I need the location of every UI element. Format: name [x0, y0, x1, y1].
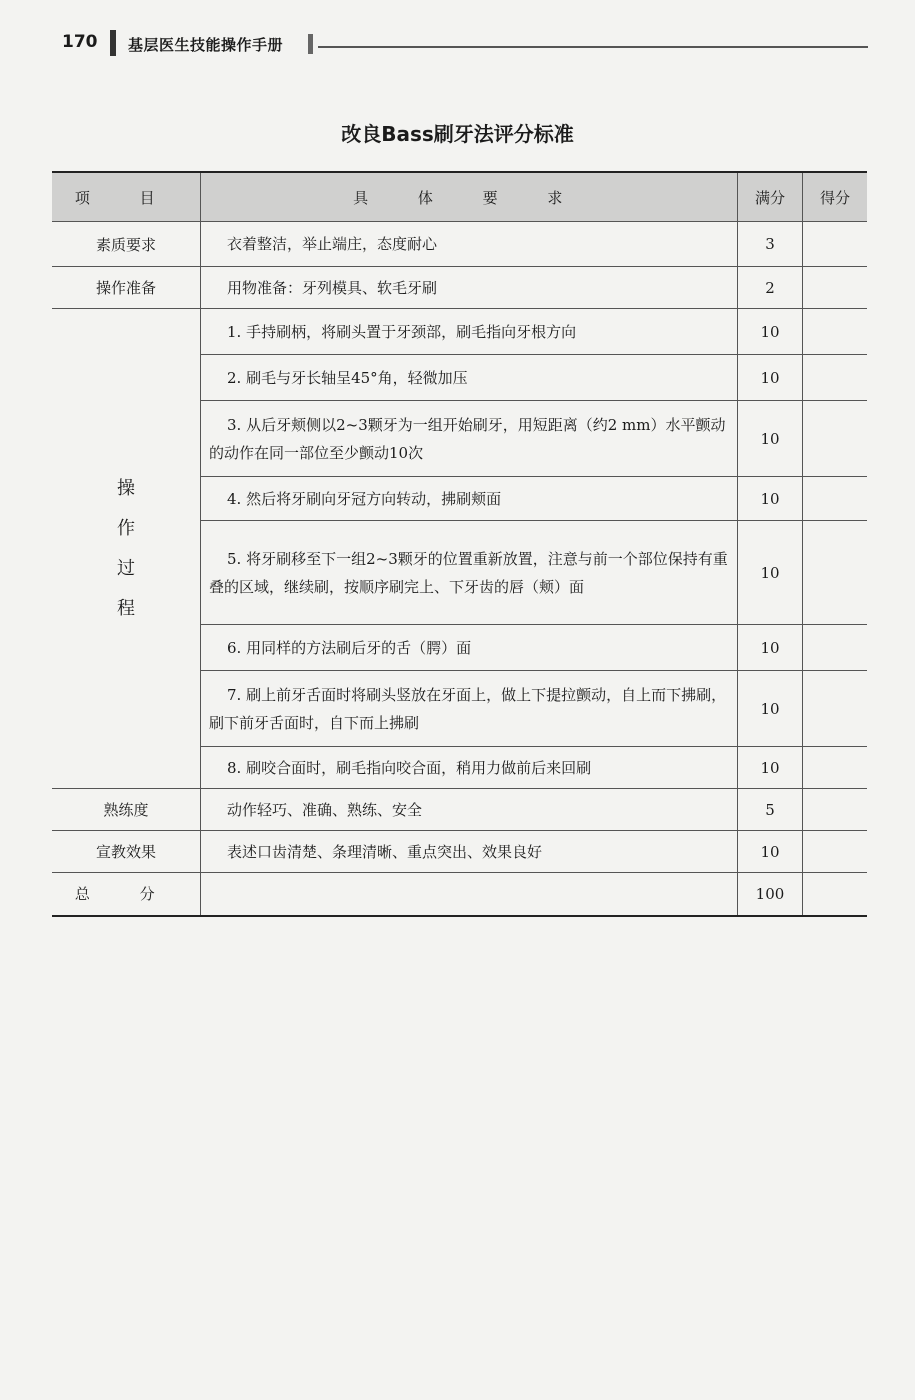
table-header-row — [52, 172, 867, 222]
page-number: 170 — [62, 32, 98, 52]
process-label: 操 作 过 程 — [117, 477, 135, 619]
item-cell: 操作准备 — [52, 267, 201, 309]
item-cell: 素质要求 — [52, 222, 201, 267]
score-cell[interactable] — [803, 355, 868, 401]
score-cell[interactable] — [803, 747, 868, 789]
requirement-cell: 动作轻巧、准确、熟练、安全 — [201, 789, 738, 831]
item-cell: 宣教效果 — [52, 831, 201, 873]
score-cell[interactable] — [803, 477, 868, 521]
requirement-cell: 4. 然后将牙刷向牙冠方向转动，拂刷颊面 — [201, 477, 738, 521]
total-label-cell: 总 分 — [52, 873, 201, 916]
score-cell[interactable] — [803, 625, 868, 671]
col-header-full-score: 满分 — [738, 172, 803, 222]
full-score-cell: 10 — [738, 401, 803, 477]
requirement-cell — [201, 873, 738, 916]
table-row — [52, 267, 867, 309]
full-score-cell: 5 — [738, 789, 803, 831]
requirement-cell: 2. 刷毛与牙长轴呈45°角，轻微加压 — [201, 355, 738, 401]
full-score-cell: 10 — [738, 747, 803, 789]
table-row-total — [52, 873, 867, 916]
requirement-cell: 衣着整洁，举止端庄，态度耐心 — [201, 222, 738, 267]
table-row — [52, 831, 867, 873]
full-score-cell: 10 — [738, 355, 803, 401]
full-score-cell: 10 — [738, 477, 803, 521]
full-score-cell: 10 — [738, 625, 803, 671]
requirement-cell: 6. 用同样的方法刷后牙的舌（腭）面 — [201, 625, 738, 671]
score-cell[interactable] — [803, 222, 868, 267]
full-score-cell: 10 — [738, 309, 803, 355]
table-title: 改良Bass刷牙法评分标准 — [341, 122, 574, 146]
total-full-score-cell: 100 — [738, 873, 803, 916]
requirement-cell: 5. 将牙刷移至下一组2~3颗牙的位置重新放置，注意与前一个部位保持有重叠的区域，继续刷，按顺序刷完上、下牙齿的唇（颊）面 — [201, 521, 738, 625]
score-cell[interactable] — [803, 267, 868, 309]
full-score-cell: 3 — [738, 222, 803, 267]
table-row — [52, 789, 867, 831]
header-rule — [318, 46, 868, 48]
total-score-cell[interactable] — [803, 873, 868, 916]
requirement-cell: 8. 刷咬合面时，刷毛指向咬合面，稍用力做前后来回刷 — [201, 747, 738, 789]
header-divider-2 — [308, 34, 313, 54]
full-score-cell: 10 — [738, 521, 803, 625]
item-cell: 熟练度 — [52, 789, 201, 831]
col-header-score: 得分 — [803, 172, 868, 222]
table-row — [52, 309, 867, 355]
scoring-table — [52, 171, 867, 917]
requirement-cell: 7. 刷上前牙舌面时将刷头竖放在牙面上，做上下提拉颤动，自上而下拂刷，刷下前牙舌面时，自下而上拂刷 — [201, 671, 738, 747]
col-header-item: 项 目 — [52, 172, 201, 222]
score-cell[interactable] — [803, 789, 868, 831]
book-title: 基层医生技能操作手册 — [128, 36, 284, 54]
requirement-cell: 3. 从后牙颊侧以2~3颗牙为一组开始刷牙，用短距离（约2 mm）水平颤动的动作在同一部位至少颤动10次 — [201, 401, 738, 477]
full-score-cell: 2 — [738, 267, 803, 309]
requirement-cell: 表述口齿清楚、条理清晰、重点突出、效果良好 — [201, 831, 738, 873]
col-header-requirement: 具 体 要 求 — [201, 172, 738, 222]
score-cell[interactable] — [803, 521, 868, 625]
score-cell[interactable] — [803, 671, 868, 747]
page-header — [0, 28, 915, 68]
item-cell-process — [52, 309, 201, 789]
score-cell[interactable] — [803, 401, 868, 477]
score-cell[interactable] — [803, 831, 868, 873]
requirement-cell: 用物准备：牙列模具、软毛牙刷 — [201, 267, 738, 309]
table-row — [52, 222, 867, 267]
requirement-cell: 1. 手持刷柄，将刷头置于牙颈部，刷毛指向牙根方向 — [201, 309, 738, 355]
score-cell[interactable] — [803, 309, 868, 355]
full-score-cell: 10 — [738, 671, 803, 747]
full-score-cell: 10 — [738, 831, 803, 873]
header-divider — [110, 30, 116, 56]
